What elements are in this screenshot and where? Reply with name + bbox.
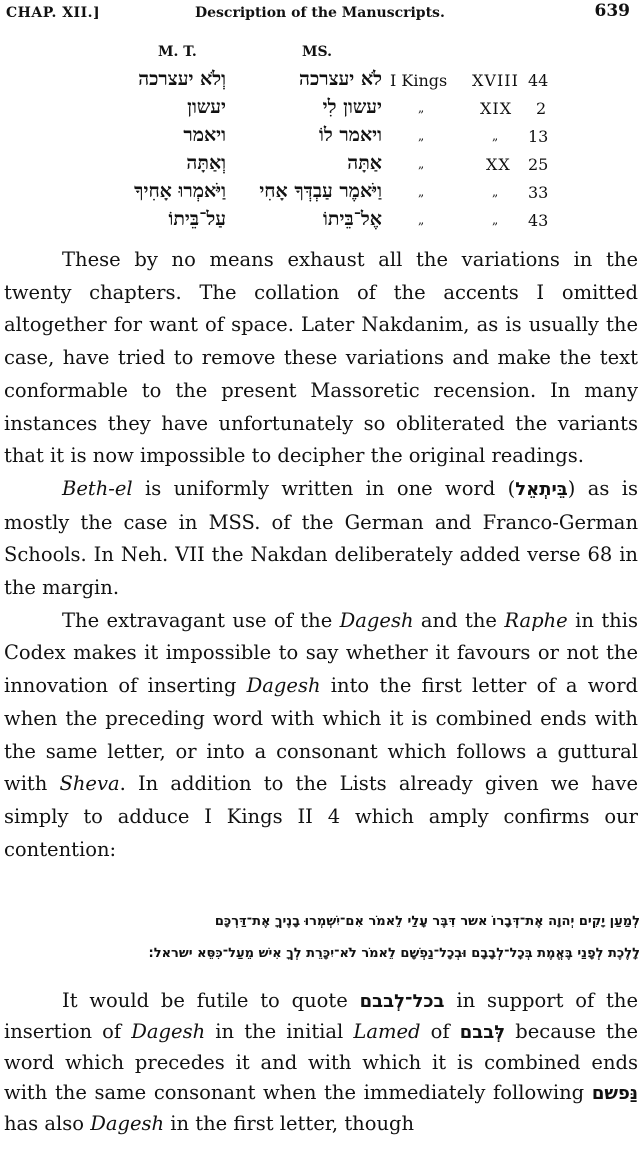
column-header-mt: M. T. bbox=[158, 44, 197, 60]
chapter-ref: „ bbox=[492, 129, 499, 143]
running-header bbox=[0, 0, 640, 34]
italic-term: Beth-el bbox=[62, 476, 133, 500]
italic-term: Dagesh bbox=[90, 1112, 165, 1135]
paragraph-beth-el bbox=[4, 473, 638, 605]
hebrew-word: נַּפשם bbox=[591, 1083, 638, 1104]
book-ref: „ bbox=[418, 213, 425, 227]
page-number: 639 bbox=[594, 1, 630, 21]
chapter-ref: „ bbox=[492, 185, 499, 199]
book-ref: „ bbox=[418, 185, 425, 199]
verse-ref: 2 bbox=[536, 99, 547, 118]
mt-reading: ויאמר bbox=[183, 124, 226, 146]
chapter-label: CHAP. XII.] bbox=[6, 5, 101, 21]
collation-row bbox=[0, 180, 640, 207]
hebrew-quote-line-2: לָלֶכֶת לְפָנַי בֶּאֱמֶת בְּכָל־לְבָבָם וּבְכָל־נַפְשָׁם לֵאמֹר לֹא־יִכָּרֵת לְךָ אִישׁ מֵעַל־כִּסֵּא ישראל: bbox=[148, 946, 640, 961]
chapter-ref: XVIII bbox=[472, 71, 519, 90]
text-run: is uniformly written in one word ( bbox=[132, 476, 516, 500]
ms-reading: אַתָּה bbox=[347, 152, 382, 174]
text-run: because the word which precedes it and with which it is combined ends with the same consonant when the immediately following bbox=[4, 1020, 638, 1104]
text-run: It would be futile to quote bbox=[62, 989, 360, 1012]
italic-term: Sheva bbox=[59, 772, 120, 796]
chapter-ref: XX bbox=[486, 155, 511, 174]
mt-reading: וְאַתָּה bbox=[186, 152, 226, 174]
text-run: in this Codex makes it impossible to say whether it favours or not the innovation of inserting bbox=[4, 608, 638, 698]
text-run: has also bbox=[4, 1112, 91, 1135]
book-ref: „ bbox=[418, 101, 425, 115]
collation-row bbox=[0, 124, 640, 151]
italic-term: Lamed bbox=[353, 1020, 421, 1043]
text-run: of bbox=[420, 1020, 460, 1043]
chapter-ref: XIX bbox=[480, 99, 513, 118]
book-ref: „ bbox=[418, 157, 425, 171]
collation-row bbox=[0, 96, 640, 123]
mt-reading: יעשון bbox=[187, 96, 226, 118]
verse-ref: 33 bbox=[528, 183, 549, 202]
chapter-ref: „ bbox=[492, 213, 499, 227]
collation-row bbox=[0, 152, 640, 179]
hebrew-quote-line-1: לְמַעַן יָקִים יְהוָה אֶת־דְּבָרוֹ אשר דִּבֶּר עָלַי לֵאמֹר אִם־יִשְׁמְרוּ בָנֶיךָ אֶת־דַּרְכָּם bbox=[214, 914, 640, 929]
paragraph-dagesh bbox=[4, 605, 638, 867]
paragraph-futile bbox=[4, 986, 638, 1139]
mt-reading: וְלֹא יעצרכה bbox=[138, 68, 226, 90]
ms-reading: אֶל־בֵּיתוֹ bbox=[323, 208, 382, 230]
ms-reading: לֹא יעצרכה bbox=[299, 68, 382, 90]
hebrew-word: בֵּיתְאֵל bbox=[515, 478, 568, 500]
book-ref: „ bbox=[418, 129, 425, 143]
column-header-ms: MS. bbox=[302, 44, 332, 60]
ms-reading: וַיֹּאמֶר עַבְדְּךָ אָחִי bbox=[259, 180, 382, 202]
collation-row bbox=[0, 68, 640, 95]
verse-ref: 44 bbox=[528, 71, 549, 90]
verse-ref: 13 bbox=[528, 127, 549, 146]
collation-table bbox=[0, 40, 640, 240]
paragraph-variations: These by no means exhaust all the variations in the twenty chapters. The collation of the accents I omitted altogether for want of space. Later Nakdanim, as is usually the case, have tried to remove these variations and make the text conformable to the present Massoretic recension. In many instances they have unfortunately so obliterated the variants that it is now impossible to decipher the original readings. bbox=[4, 248, 638, 468]
text-run: in the initial bbox=[205, 1020, 354, 1043]
collation-row bbox=[0, 208, 640, 235]
verse-ref: 25 bbox=[528, 155, 549, 174]
text-run: in support of the insertion of bbox=[4, 989, 638, 1043]
hebrew-word: לְּבבם bbox=[459, 1022, 506, 1043]
italic-term: Dagesh bbox=[131, 1020, 206, 1043]
book-ref: I Kings bbox=[390, 71, 448, 90]
main-text bbox=[4, 244, 638, 866]
italic-term: Dagesh bbox=[339, 608, 414, 632]
ms-reading: ויאמר לוֹ bbox=[318, 124, 382, 146]
italic-term: Raphe bbox=[504, 608, 568, 632]
main-text-continued bbox=[4, 986, 638, 1139]
hebrew-word: בכל־לְבבם bbox=[359, 991, 445, 1012]
text-run: into the first letter of a word when the preceding word with which it is combined ends with the same letter, or into a consonant which follows a guttural with bbox=[4, 674, 638, 796]
text-run: The extravagant use of the bbox=[62, 608, 340, 632]
italic-term: Dagesh bbox=[246, 674, 321, 698]
running-title: Description of the Manuscripts. bbox=[195, 5, 445, 21]
text-run: . In addition to the Lists already given we have simply to adduce I Kings II 4 which amply confirms our contention: bbox=[4, 772, 638, 861]
text-run: in the first letter, though bbox=[164, 1112, 415, 1135]
mt-reading: עַל־בֵּיתוֹ bbox=[168, 208, 226, 230]
ms-reading: יעשון לִי bbox=[322, 96, 382, 118]
verse-ref: 43 bbox=[528, 211, 549, 230]
text-run: and the bbox=[413, 608, 505, 632]
text-run: ) as is mostly the case in MSS. of the German and Franco-German Schools. In Neh. VII the Nakdan deliberately added verse 68 in the margin. bbox=[4, 476, 638, 600]
mt-reading: וַיֹּאמְרוּ אָחִיךָ bbox=[134, 180, 226, 202]
